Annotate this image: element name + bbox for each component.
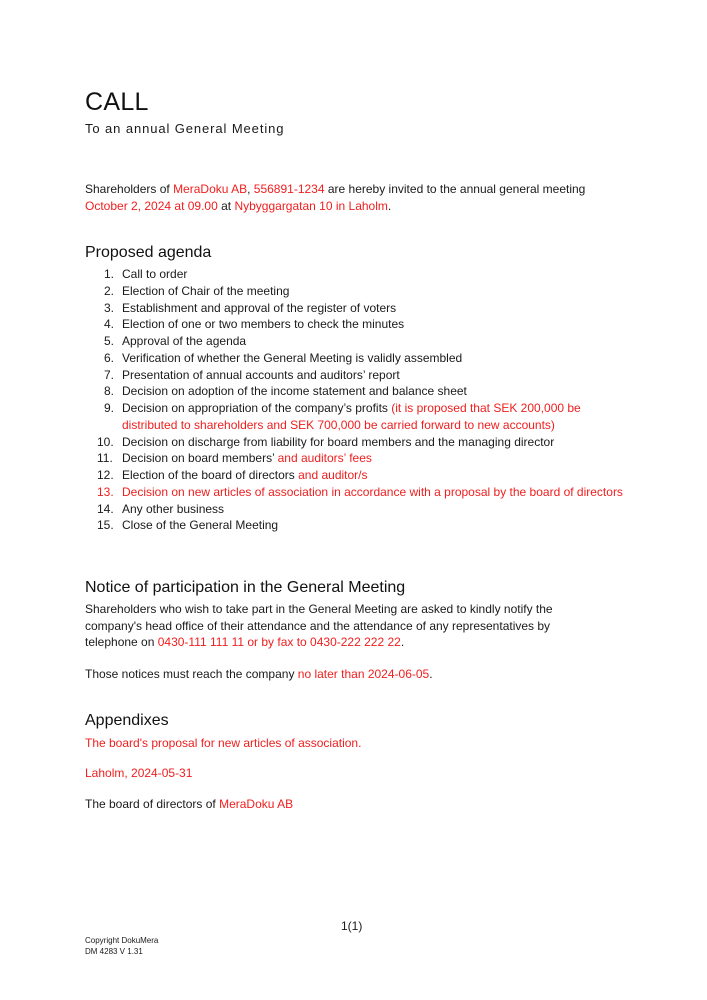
document-subtitle: To an annual General Meeting <box>85 121 285 136</box>
agenda-item <box>85 467 625 484</box>
agenda-item-text: Election of Chair of the meeting <box>122 283 290 298</box>
intro-end: . <box>387 198 392 213</box>
agenda-item-number: 14. <box>97 501 114 516</box>
agenda-item-number: 5. <box>104 334 115 348</box>
meeting-datetime: October 2, 2024 at 09.00 <box>85 198 218 213</box>
agenda-item-number: 12. <box>97 468 114 482</box>
agenda-item-proposal: Decision on new articles of association in accordance with a proposal by the board of directors <box>122 484 623 499</box>
intro-text: Shareholders of <box>85 182 174 196</box>
agenda-item <box>85 283 625 300</box>
agenda-item-number: 11. <box>97 451 113 466</box>
notice-heading: Notice of participation in the General Meeting <box>85 579 406 596</box>
agenda-item-text: Decision on appropriation of the company’s profits <box>122 401 392 415</box>
document-id: DM 4283 V 1.31 <box>85 946 143 956</box>
agenda-list <box>85 266 625 534</box>
agenda-item <box>85 517 625 534</box>
intro-paragraph <box>85 181 625 214</box>
appendix-item: The board's proposal for new articles of association. <box>85 736 362 750</box>
signature-company: MeraDoku AB <box>219 797 294 811</box>
agenda-item-text: Decision on discharge from liability for board members and the managing director <box>122 434 555 449</box>
agenda-item-text: Any other business <box>122 501 225 516</box>
agenda-item-text: Decision on board members’ <box>122 451 278 466</box>
agenda-item <box>85 333 625 350</box>
agenda-item-text: Establishment and approval of the register of voters <box>122 300 397 315</box>
agenda-item-number: 13. <box>97 484 114 499</box>
agenda-item-number: 9. <box>104 401 115 415</box>
signature-text: The board of directors of <box>85 797 220 811</box>
deadline-end: . <box>429 667 433 681</box>
agenda-item <box>85 400 625 434</box>
agenda-item-number: 10. <box>97 434 114 449</box>
agenda-item-text: Presentation of annual accounts and auditors’ report <box>122 367 400 382</box>
intro-text: at <box>217 198 235 213</box>
agenda-item-number: 1. <box>104 267 115 281</box>
agenda-item-proposal: and auditor/s <box>298 468 368 482</box>
company-name: MeraDoku AB <box>173 182 248 196</box>
notice-text: Shareholders who wish to take part in the General Meeting are asked to kindly notify the company's head office of their attendance and the attendance of any representatives by telephone on <box>85 602 553 650</box>
agenda-item-text: Approval of the agenda <box>122 334 247 348</box>
agenda-item-text: Election of one or two members to check the minutes <box>122 317 405 332</box>
agenda-heading: Proposed agenda <box>85 244 212 261</box>
agenda-item-number: 15. <box>97 518 114 533</box>
agenda-item <box>85 434 625 451</box>
agenda-item <box>85 484 625 501</box>
agenda-item-text: Election of the board of directors <box>122 468 299 482</box>
org-number: 556891-1234 <box>253 182 325 196</box>
intro-text: are hereby invited to the annual general meeting <box>324 182 586 196</box>
deadline-text: Those notices must reach the company <box>85 667 298 681</box>
agenda-item <box>85 501 625 518</box>
deadline-paragraph <box>85 666 433 683</box>
notice-paragraph <box>85 601 605 651</box>
agenda-item <box>85 300 625 317</box>
copyright-text: Copyright DokuMera <box>85 936 159 945</box>
appendixes-heading: Appendixes <box>85 712 169 729</box>
agenda-item-number: 3. <box>104 300 115 315</box>
place-date: Laholm, 2024-05-31 <box>85 766 193 780</box>
document-title: CALL <box>85 88 149 116</box>
agenda-item-text: Close of the General Meeting <box>122 518 279 533</box>
agenda-item-text: Verification of whether the General Meeting is validly assembled <box>122 350 463 365</box>
intro-separator: , <box>247 182 254 196</box>
agenda-item-number: 2. <box>104 283 115 298</box>
agenda-item-proposal: (it is proposed that SEK 200,000 be distributed to shareholders and SEK 700,000 be carried forward to new accounts) <box>122 401 581 432</box>
deadline-date: no later than 2024-06-05 <box>297 667 430 681</box>
agenda-item <box>85 450 625 467</box>
notice-end: . <box>400 635 405 650</box>
footer-copyright <box>85 936 158 957</box>
agenda-item <box>85 383 625 400</box>
agenda-item <box>85 367 625 384</box>
agenda-item-number: 6. <box>104 350 115 365</box>
agenda-item-text: Decision on adoption of the income statement and balance sheet <box>122 384 467 399</box>
agenda-item-number: 7. <box>104 367 115 382</box>
signature <box>85 796 293 813</box>
agenda-item-number: 8. <box>104 384 115 399</box>
agenda-item <box>85 316 625 333</box>
agenda-item <box>85 350 625 367</box>
meeting-location: Nybyggargatan 10 in Laholm <box>234 198 388 213</box>
agenda-item-number: 4. <box>104 317 115 332</box>
contact-numbers: 0430-111 111 11 or by fax to 0430-222 222 22 <box>157 635 401 650</box>
agenda-item <box>85 266 625 283</box>
agenda-item-proposal: and auditors’ fees <box>277 451 372 466</box>
agenda-item-text: Call to order <box>122 267 188 281</box>
page-number: 1(1) <box>341 919 363 933</box>
